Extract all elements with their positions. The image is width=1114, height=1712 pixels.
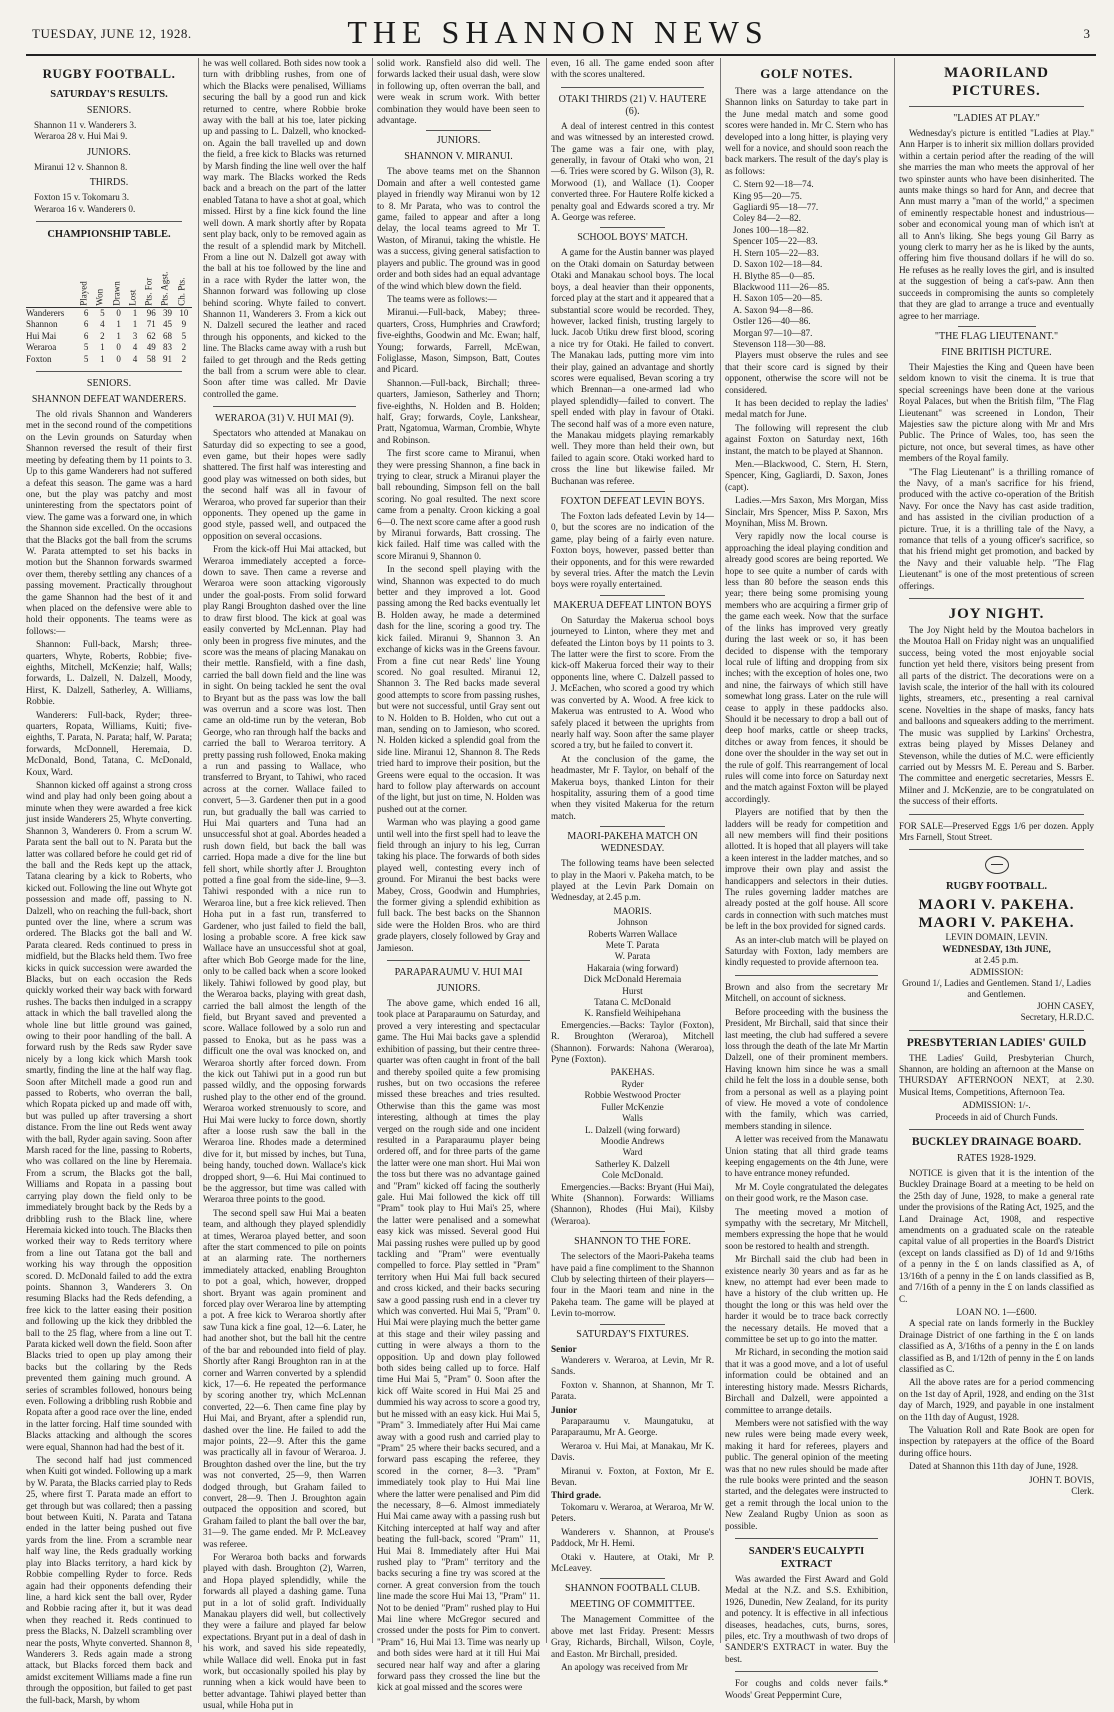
fixture-line: Otaki v. Hautere, at Otaki, Mr P. McLeavey. xyxy=(551,1551,714,1573)
fixture-line: Wanderers v. Weraroa, at Levin, Mr R. Sands. xyxy=(551,1355,714,1377)
ad-headline: MAORI V. PAKEHA. xyxy=(918,915,1075,932)
fixture-line: Wanderers v. Shannon, at Prouse's Paddock, Mr H. Hemi. xyxy=(551,1526,714,1549)
article-paragraph: Players must observe the rules and see that their score card is signed by their opponent, otherwise the score will not be considered. xyxy=(725,350,888,395)
grade-label: Third grade. xyxy=(551,1490,602,1501)
divider xyxy=(36,371,182,372)
ad-title: BUCKLEY DRAINAGE BOARD. xyxy=(911,1136,1082,1149)
table-header xyxy=(26,245,78,308)
column-1 xyxy=(26,58,192,1705)
article-title: OTAKI THIRDS (21) V. HAUTERE (6). xyxy=(558,93,707,117)
divider xyxy=(600,826,665,827)
column-divider xyxy=(372,58,373,1643)
article-paragraph: It has been decided to replay the ladies' medal match for June. xyxy=(725,397,888,420)
championship-table-heading: CHAMPIONSHIP TABLE. xyxy=(47,229,171,241)
notice-paragraph: LOAN NO. 1—£600. xyxy=(956,1306,1037,1317)
result-line: Weraroa 16 v. Wanderers 0. xyxy=(34,203,136,214)
notice-signature: JOHN T. BOVIS, xyxy=(1029,1474,1094,1485)
masthead xyxy=(18,14,1098,54)
article-title: SHANNON DEFEAT WANDERERS. xyxy=(31,394,187,406)
article-paragraph: The Foxton lads defeated Levin by 14—0, but the scores are no indication of the game, play being of a fairly even nature. Foxton boys, however, passed better than their opponents, and for this were rewarded by several tries. After the match the Levin boys were royally entertained. xyxy=(551,511,714,590)
team-line: L. Dalzell (wing forward) xyxy=(585,1124,680,1135)
result-line: Shannon 11 v. Wanderers 3. xyxy=(34,120,137,130)
team-line: Cole McDonald. xyxy=(601,1170,664,1181)
article-paragraph: From the kick-off Hui Mai attacked, but Weraroa immediately accepted a force-down to save. Then came a reverse and Weraroa were soon attacking vigorously under the goal-posts. From solid forward play Rangi Broughton dashed over the line to draw first blood. The kick at goal was easily converted by McLennan. Play had only been in progress five minutes, and the score was the means of placing Manakau on their mettle. Ransfield, with a fine dash, carried the ball down field and the line was in sight. On being tackled he sent the oval to Bryant but as the pass was low the ball was overrun and a score was lost. Then came an old-time run by the veteran, Bob George, who ran through half the backs and carried the ball to Weraroa territory. A pretty passing rush followed, Enoka making a run and passing to Wallace, who transferred to Bryant, to Tahiwi, who raced across at the corner. Wallace failed to convert, 5—3. Gardener then put in a good run, but gradually the ball was carried to Hui Mai quarters and Tuna had an unsuccessful shot at goal. Abordes headed a rush down field, but back the ball was carried. Hopa made a dive for the line but fell short, while shortly after J. Broughton potted a fine goal from the side-line, 9—3. Tahiwi responded with a nice run to Weraroa line, but a free kick relieved. Then Hoha put in a fast run, transferred to Gardener, who just failed to field the ball, losing a probable score. A free kick saw Wallace have an unsuccessful shot at goal, after which Bob George made for the line, only to be called back when a score looked likely. Tahiwi followed by good play, but the Weraroa backs, playing with great dash, carried the ball almost the length of the field, but Bryant saved and prevented a score. Wallace followed by a solo run and passed to Enoka, but as he pass was a difficult one the oval was knocked on, and Weraroa shortly after forced down. From the kick out Tahiwi put in a good run but passed wildly, and the opposing forwards rushed play to the other end of the ground. Weraroa worked strenuously to score, and Hui Mai were lucky to force down, shortly after a loose rush saw the ball in the Weraroa line. Rhodes made a determined dive for it, but missed by inches, but Tuna, being handy, touched down. Wallace's kick dropped short, 9—6. Hui Mai continued to be the aggressor, but time was called with Weraroa three points to the good. xyxy=(203,544,366,1205)
ad-time: at 2.45 p.m. xyxy=(974,955,1019,966)
score-line: H. Blythe 85—0—85. xyxy=(733,270,815,281)
fixture-line: Weraroa v. Hui Mai, at Manakau, Mr K. Davis. xyxy=(551,1440,714,1463)
divider xyxy=(958,326,1036,327)
article-title: SHANNON FOOTBALL CLUB. xyxy=(565,1583,700,1595)
notice-paragraph: Dated at Shannon this 11th day of June, 1928. xyxy=(909,1461,1079,1472)
team-label: MAORIS. xyxy=(613,905,652,916)
article-paragraph: Players are notified that by then the ladders will be ready for competition and all new members will find their positions allotted. It is hoped that all players will take a keen interest in the ladder matches, and so improve their own play and assist the handicappers and selectors in their duties. The rules governing ladder matches are already posted at the golf house. All score cards in connection with such matches must be left in the box provided for signed cards. xyxy=(725,807,888,932)
golf-heading: GOLF NOTES. xyxy=(760,66,853,81)
divider xyxy=(36,221,182,222)
team-line: Hakaraia (wing forward) xyxy=(586,962,679,973)
divider xyxy=(909,849,1084,850)
thirds-label: THIRDS. xyxy=(89,177,129,189)
maoriland-heading: MAORILAND PICTURES. xyxy=(944,65,1049,99)
notice-signature: Clerk. xyxy=(1071,1486,1094,1496)
team-line: Moodie Andrews xyxy=(600,1135,665,1146)
column-divider xyxy=(894,58,895,1643)
article-paragraph: "The Flag Lieutenant" is a thrilling romance of the Navy, of a man's sacrifice for his friend, produced with the active co-operation of the British Navy. For once the Navy has cast aside tradition, and has assisted in the civilian production of a picture. True, it is a thrilling tale of the Navy, a romance that tells of a young officer's sacrifice, so that his friend might get promotion, and backed by the Navy and their valuable help. "The Flag Lieutenant" is one of the most pretentious of screen offerings. xyxy=(899,466,1094,591)
team-label: PAKEHAS. xyxy=(610,1067,655,1078)
team-line: Ryder xyxy=(621,1078,644,1089)
article-title: MAKERUA DEFEAT LINTON BOYS xyxy=(553,599,712,611)
notice-paragraph: All the above rates are for a period commencing on the 1st day of April, 1928, and ending on the 31st day of March, 1929, and payable in one instalment on the 11th day of August, 1928. xyxy=(899,1377,1094,1422)
seniors-label: SENIORS. xyxy=(86,378,132,390)
article-paragraph: As an inter-club match will be played on Saturday with Foxton, lady members are kindly requested to provide afternoon tea. xyxy=(725,934,888,968)
article-paragraph: In the second spell playing with the wind, Shannon was expected to do much better and they improved a lot. Good passing among the Red backs eventually let B. Holden away, he made a determined dash for the line, scoring a good try. The kick failed. Miranui 9, Shannon 3. An exchange of kicks was in the Greens favour. From a fine cut near Reds' line Young scored. No goal resulted. Miranui 12, Shannon 3. The Red backs made several good attempts to score from passing rushes, but were not successful, until Gray sent out to N. Holden to B. Holden, who cut out a man, sending on to Jamieson, who scored. N. Holden kicked a splendid goal from the side line. Miranui 12, Shannon 8. The Reds tried hard to improve their position, but the Greens were equal to the occasion. It was hard to follow play afterwards on account of the light, but just on time, N. Holden was pushed out at the corner. xyxy=(377,564,540,814)
column-2 xyxy=(203,58,366,1711)
team-line: W. Parata xyxy=(614,951,651,962)
fixture-line: Tokomaru v. Weraroa, at Weraroa, Mr W. Peters. xyxy=(551,1501,714,1524)
article-paragraph: The Joy Night held by the Moutoa bachelors in the Moutoa Hall on Friday night was an unqualified success, being voted the most enjoyable social function yet held there, visitors being present from all parts of the district. The decorations were on a lavish scale, the interior of the hall with its coloured lights, streamers, etc., presenting a real carnival scene. Novelties in the shape of masks, fancy hats and balloons and squeakers adding to the merriment. The music was supplied by Larkins' Orchestra, extras being played by Misses Delaney and Stevenson, while the duties of M.C. were efficiently carried out by Messrs M. E. Pereau and S. Barber. The committee and energetic secretaries, Messrs E. Milner and J. McKenzie, are to be congratulated on the success of their efforts. xyxy=(899,625,1094,807)
divider xyxy=(600,595,665,596)
result-line: Miranui 12 v. Shannon 8. xyxy=(34,161,128,172)
article-paragraph: The following teams have been selected to play in the Maori v. Pakeha match, to be played at the Levin Park Domain on Wednesday, at 2.45 p.m. xyxy=(551,858,714,903)
article-title: FOXTON DEFEAT LEVIN BOYS. xyxy=(560,496,705,507)
article-title: PARAPARAUMU V. HUI MAI xyxy=(394,967,523,979)
table-row: Shannon 6 4 1 1 71 45 9 xyxy=(26,319,187,330)
film-title: "THE FLAG LIEUTENANT." xyxy=(934,330,1059,342)
masthead-rule xyxy=(26,54,1096,56)
ad-title: SANDER'S EUCALYPTI EXTRACT xyxy=(748,1545,865,1570)
team-line: Fuller McKenzie xyxy=(601,1101,664,1112)
ad-signature: Secretary, H.R.D.C. xyxy=(1020,1012,1094,1023)
article-paragraph: Their Majesties the King and Queen have been seldom known to visit the cinema. It is true that special screenings have been done at the various Royal Palaces, but when the British film, "The Flag Lieutenant" was screened in London, Their Majesties saw the picture along with Mr and Mrs Public. The Prince of Wales, too, has seen the picture, not once, but several times, as have other members of the Royal family. xyxy=(899,361,1094,464)
score-line: D. Saxon 102—18—84. xyxy=(733,259,823,270)
grade-label: Junior xyxy=(551,1404,578,1415)
ad-title: RUGBY FOOTBALL. xyxy=(945,881,1048,893)
article-paragraph: Warman who was playing a good game until well into the first spell had to leave the field through an injury to his leg, Curran taking his place. The forwards of both sides played well, contesting every inch of ground. For Miranui the best backs were Mabey, Cross, Goodwin and Humphries, the former giving a splendid exhibition as full back. The best backs on the Shannon side were the Holden Bros. who are third grade players, closely followed by Gray and Jamieson. xyxy=(377,817,540,953)
article-subtitle: MEETING OF COMMITTEE. xyxy=(570,1599,695,1611)
result-line: Weraroa 28 v. Hui Mai 9. xyxy=(34,131,128,142)
article-paragraph: A deal of interest centred in this contest and was witnessed by an interested crowd. The game was a fair one, with play, generally, in favour of Otaki who won, 21—6. Tries were scored by G. Wilson (3), R. Morwood (1), and Wallace (1). Cooper converted three. For Hautere Rolfe kicked a penalty goal and Edwards scored a try. Mr A. George was referee. xyxy=(551,120,714,223)
team-line: Dick McDonald Heremaia xyxy=(583,974,682,985)
divider xyxy=(909,598,1084,599)
article-paragraph: Mr M. Coyle congratulated the delegates on their good work, re the Mason case. xyxy=(725,1181,888,1204)
table-row: Weraroa 5 1 0 4 49 83 2 xyxy=(26,342,187,353)
score-line: Ostler 126—40—86. xyxy=(733,316,811,327)
team-emergencies: Emergencies.—Backs: Taylor (Foxton), R. Broughton (Weraroa), Mitchell (Shannon). Forwards: Nahona (Weraroa), Pyne (Foxton). xyxy=(551,1019,714,1065)
article-paragraph: An apology was received from Mr xyxy=(561,1661,688,1672)
article-subtitle: JUNIORS. xyxy=(436,983,481,995)
article-title: SCHOOL BOYS' MATCH. xyxy=(577,232,688,244)
film-subtitle: FINE BRITISH PICTURE. xyxy=(941,346,1052,358)
article-paragraph: The above game, which ended 16 all, took place at Paraparaumu on Saturday, and proved a very interesting and spectacular game. The Hui Mai backs gave a splendid exhibition of passing, but their centre three-quarter was often caught in front of the ball and thereby spoiled quite a few promising rushes, but on two occasions the referee missed these breaches and tries resulted. Otherwise than this the game was most interesting, although at times the play verged on the rough side and one incident resulted in a Paraparaumu player being ordered off, and for three parts of the game the latter were one man short. Hui Mai won the toss but there was no advantage gained and "Pram" kicked off facing the southerly gale. Hui Mai followed the kick off till "Pram" took play to Hui Mai's 25, where the latter were penalised and a somewhat easy kick was missed. Several good Hui Mai passing rushes were pulled up by good tackling and "Pram" were eventually compelled to force. Play settled in "Pram" territory when Hui Mai full back secured and cross kicked, and their backs securing saw a good passing rush end in a clever try which was converted. Hui Mai 5, "Pram" 0. Hui Mai were playing much the better game at this stage and their wiley passing and cutting in were always a thorn to the opposition. Up and down play followed both sides being called up to force. Half time Hui Mai 5, "Pram" 0. Soon after the kick off Waite scored in Hui Mai 25 and dummied his way across to score a good try, but he missed with an easy kick. Hui Mai 5, "Pram" 3. Immediately after Hui Mai came away with a good rush and carried play to "Pram" 25 where their backs secured, and a forward pass escaping the referee, they scored in the corner, 8—3. "Pram" immediately took play to Hui Mai line where the latter were penalised and Pim did the necessary, 8—6. Almost immediately Hui Mai came away with a passing rush but Kitching intercepted at half way and after beating the full-back, scored "Pram" 11, Hui Mai 8. Immediately after Hui Mai rushed play to "Pram" territory and the backs securing a fine try was scored at the corner. A great conversion from the touch line made the score Hui Mai 13, "Pram" 11. Not to be denied "Pram" rushed play to Hui Mai line where McGregor secured and crossed under the posts for Pim to convert. "Pram" 16, Hui Mai 13. Time was nearly up and both sides were hard at it till Hui Mai secured near half way and after a glaring forward pass they crossed the line but the kick at goal missed and the scores were xyxy=(377,998,540,1693)
article-paragraph: even, 16 all. The game ended soon after with the scores unaltered. xyxy=(551,58,714,80)
article-paragraph: The old rivals Shannon and Wanderers met in the second round of the competitions on the Levin grounds on Saturday when Shannon reversed the result of their first meeting by defeating them by 11 points to 3. Up to this game Wanderers had not suffered a defeat this season. The game was a hard one, but the play was patchy and most uninteresting from the spectators point of view. The game was a forward one, in which the Shannon side excelled. On the occasions that the Blacks got the ball from the scrums W. Parata attempted to set his backs in motion but the Shannon forwards swarmed over them, thereby settling any chances of a passing movement. Practically throughout the game Shannon had the best of it and when placed on the defensive were able to hold their opponents. The teams were as follows:— xyxy=(26,409,192,636)
team-line: Satherley K. Dalzell xyxy=(595,1158,670,1169)
fixtures-title: SATURDAY'S FIXTURES. xyxy=(576,1328,689,1340)
article-paragraph: The above teams met on the Shannon Domain and after a well contested game played in friendly way Miranui won by 12 to 8. Mr Parata, who was to control the game, failed to appear and after a long delay, the local teams agreed to Mr T. Waston, of Miranui, taking the whistle. He was a success, giving general satisfaction to players and public. The ground was in good order and both sides had an equal advantage of the wind which blew down the field. xyxy=(377,166,540,291)
team-line: Robbie Westwood Procter xyxy=(584,1090,681,1101)
article-paragraph: Members were not satisfied with the way new rules were being made every week, making it hard for referees, players and public. The general opinion of the meeting was that no new rules should be made after the rule books were printed and the season started, and the delegates were instructed to get a remit through the local union to the New Zealand Rugby Union as soon as possible. xyxy=(725,1417,888,1531)
column-divider xyxy=(198,58,199,1643)
ad-date: WEDNESDAY, 13th JUNE, xyxy=(942,943,1051,954)
column-5 xyxy=(725,58,888,1700)
ad-proceeds: Proceeds in aid of Church Funds. xyxy=(935,1111,1058,1122)
divider xyxy=(426,130,491,131)
fixture-line: Foxton v. Shannon, at Shannon, Mr T. Parata. xyxy=(551,1379,714,1402)
divider xyxy=(909,1129,1084,1130)
result-line: Foxton 15 v. Tokomaru 3. xyxy=(34,192,130,203)
juniors-label: JUNIORS. xyxy=(87,146,131,158)
article-paragraph: Mr Birchall said the club had been in existence nearly 30 years and as far as he knew, no attempt had ever been made to have a history of the club written up. He thought the long or this was held over the harder it would be to trace back correctly the necessary details. He moved that a committee be set up to go into the matter. xyxy=(725,1254,888,1345)
table-header: Lost xyxy=(127,245,143,308)
column-4 xyxy=(551,58,715,1672)
article-paragraph: he was well collared. Both sides now took a turn with dribbling rushes, from one of which the Blacks were penalised, Williams securing the ball by a good run and kick returned to centre, where Robbie broke away with the ball at his toe, later picking up and passing to L. Dalzell, who knocked-on. Again the ball travelled up and down the field, a free kick to Blacks was returned by Marsh finding the line well over the half way mark. The Blacks worked the Reds back and a breach on the part of the latter enabled Tatana to have a shot at goal, which missed. Hirst by a fine kick found the line well down. A mark shortly after by Ropata sent play back, only to be removed again as the result of a splendid mark by Mitchell. From a line out N. Dalzell got away with the ball at his toe followed by the line and in a race with Ryder the latter won, the Shannon forward was following up close behind scoring. Whyte failed to convert. Shannon 11, Wanderers 3. From a kick out N. Dalzell secured the leather and raced through his opponents, and kicked to the line. The Blacks came away with a rush but failed to get through and the Reds getting the ball from a scrum were able to clear. Soon after time was called. Mr Davie controlled the game. xyxy=(203,58,366,399)
divider xyxy=(735,1671,878,1672)
notice-paragraph: A special rate on lands formerly in the Buckley Drainage District of one farthing in the £ on lands classified as A, 3/16ths of a penny in the £ on lands classified as B, and 1/12th of penny in the £ on lands classified as C. xyxy=(899,1318,1094,1374)
article-paragraph: Shannon.—Full-back, Birchall; three-quarters, Jamieson, Satherley and Thorn; five-eighths, N. Holden and B. Holden; half, Gray; forwards, Coyle, Lankshear, Pratt, Ngatomua, Warman, Crombie, Whyte and Robinson. xyxy=(377,377,540,445)
article-paragraph: Shannon kicked off against a strong cross wind and play had only been going about a minute when they were awarded a free kick just inside Wanderers 25, Whyte converting. Shannon 3, Wanderers 0. From a scrum W. Parata sent the ball out to N. Parata but the latter was collared before he could get rid of the ball and the Reds kept up the attack, Tatana clearing by a kick to Roberts, who kicked out. Following the line out Whyte got possession and made off, passing to N. Dalzell, who on reaching the full-back, short punted over the line, where a scrum was ordered. The Blacks got the ball and W. Parata cleared. Reds continued to press in midfield, but the Blacks held them. Two free kicks in quick succession were awarded the Blacks, but on each occasion the Reds quickly worked their way back with forward rushes. The backs then indulged in a scrappy attack in which the ball travelled along the whole line but little ground was gained, owing to their poor handling of the ball. A forward rush by the Reds saw Ryder save nicely by a long kick which Marsh took smartly, finding the line at the half way flag. Soon after Mitchell made a good run and passed to Roberts, who overran the ball, which Ropata picked up and made off with, but was pulled up after traversing a short distance. From the line out Reds went away with the ball, Ryder again saving. Soon after Marsh raced for the line, passing to Roberts, who was collared on the line by Heremaia. From a scrum, the Blacks got the ball, Williams and Ropata in a passing bout carrying play down the field only to be immediately brought back by the Reds by a dribbling rush to the Black line, where Heremaia kicked into touch. The Blacks then worked their way to Reds territory where from a line out Tatana got the ball and working his way through the opposition scored. D. McDonald failed to add the extra points. Shannon 3, Wanderers 3. On resuming Blacks had the Reds defending, a free kick to the latter easing their position and following up the kick they dribbled the ball to the 25 flag, where from a line out T. Parata kicked well down the field. Soon after Blacks tried to open up play among their backs but the collaring by the Reds prevented them gaining much ground. A series of scrambles followed, honours being even. Following a dribbling rush Robbie and Ropata after a good race over the line, ended in the latter forcing. Half time sounded with Blacks attacking and although the scores were equal, Shannon had had the best of it. xyxy=(26,780,192,1452)
column-3 xyxy=(377,58,540,1693)
score-line: Jones 100—18—82. xyxy=(733,224,809,235)
column-divider xyxy=(546,58,547,1643)
notice-paragraph: NOTICE is given that it is the intention of the Buckley Drainage Board at a meeting to be held on the 25th day of June, 1928, to make a general rate under the provisions of the Rating Act, 1925, and the Land Drainage Act, 1908, and respective amendments on a graduated scale on the rateable capital value of all properties in the Board's District (except on lands classified as D) of 1d and 9/16ths of a penny in the £ on lands classified as A, of 13/16th of a penny in the £ on lands classified as B, and 7/16th of a penny in the £ on lands classified as C. xyxy=(899,1168,1094,1304)
divider xyxy=(600,1231,665,1232)
issue-date: TUESDAY, JUNE 12, 1928. xyxy=(32,26,192,41)
team-line: Walls xyxy=(622,1113,643,1124)
score-line: C. Stern 92—18—74. xyxy=(733,179,814,190)
article-paragraph: Very rapidly now the local course is approaching the ideal playing condition and already good scores are being reported. We hope to see quite a number of cards with less than 80 before the season ends this year; there being some promising young members who are acquiring a firmer grip of the game each week. Now that the surface of the links has improved very greatly during the last week or so, it has been decided to dispense with the temporary local rule of lifting and dropping from six inches; with the exception of holes one, two and nine, the fairways of which still have somewhat long grass. Later on the rule will cease to apply in these paddocks also. Should it be necessary to drop a ball out of deep hoof marks, cattle or sheep tracks, ditches or away from fences, it should be done over the shoulder in the way set out in the rule of golf. This rearrangement of local rules will come into force on Saturday next and the match against Foxton will be played accordingly. xyxy=(725,531,888,804)
divider xyxy=(600,1324,665,1325)
article-paragraph: Brown and also from the secretary Mr Mitchell, on account of sickness. xyxy=(725,981,888,1004)
team-line: K. Ransfield Weihipehana xyxy=(584,1008,681,1019)
ad-text: Was awarded the First Award and Gold Medal at the N.Z. and S.S. Exhibition, 1926, Dunedin, New Zealand, for its purity and potency. It is effective in all infectious diseases, headaches, cuts, burns, sores, piles, etc. Try a mouthwash of two drops of SANDER'S EXTRACT in water. Buy the best. xyxy=(725,1573,888,1664)
ad-admission-label: ADMISSION: xyxy=(969,966,1024,977)
table-row: Wanderers 6 5 0 1 96 39 10 xyxy=(26,308,189,319)
divider xyxy=(600,1578,665,1579)
article-title: SHANNON TO THE FORE. xyxy=(574,1236,691,1248)
article-paragraph: The following will represent the club against Foxton on Saturday next, 16th instant, the match to be played at Shannon. xyxy=(725,422,888,456)
table-header: Won xyxy=(94,245,110,308)
newspaper-title: THE SHANNON NEWS xyxy=(347,14,769,50)
results-heading: SATURDAY'S RESULTS. xyxy=(50,89,168,100)
article-paragraph: Men.—Blackwood, C. Stern, H. Stern, Spencer, King, Gagliardi, D. Saxon, Jones (capt). xyxy=(725,459,888,492)
score-line: Gagliardi 95—18—77. xyxy=(733,202,819,213)
team-line: Ward xyxy=(622,1147,643,1158)
score-line: Morgan 97—10—87. xyxy=(733,327,813,338)
divider xyxy=(735,975,878,976)
article-paragraph: The second spell saw Hui Mai a beaten team, and although they played splendidly at times, Weraroa played better, and soon after the start commenced to pile on points at an alarming rate. The northerners immediately attacked, enabling Broughton to pot a goal, which, however, dropped short. Bryant was again prominent and forced play over Weraroa line by attempting a pot. A free kick to Weraroa shortly after saw Tuna kick a fine goal, 12—6. Later, he had another shot, but the ball hit the centre of the bar and rebounded into field of play. Shortly after Rangi Broughton ran in at the corner and Warren converted by a splendid kick, 17—6. He repeated the performance by scoring another try, which McLennan converted, 22—6. Then came fine play by Hui Mai, and Bryant, after a splendid run, dashed over the line. He failed to add the major points, 22—9. After this the game was practically all in favour of Weraroa. J. Broughton dashed over the line, but the try was not converted, 25—9, then Warren dodged through, but Graham failed to convert, 28—9. Then J. Broughton again outpaced the opposition and scored, but Graham failed to plant the ball over the bar, 31—9. The game ended. Mr P. McLeavey was referee. xyxy=(203,1207,366,1549)
page-number: 3 xyxy=(1083,26,1090,41)
article-title: MAORI-PAKEHA MATCH ON WEDNESDAY. xyxy=(567,831,698,855)
table-header: Pts. Agst. xyxy=(159,245,175,308)
notice-paragraph: The Valuation Roll and Rate Book are open for inspection by ratepayers at the office of the Board during office hours. xyxy=(899,1424,1094,1458)
rugby-ball-icon xyxy=(985,856,1009,874)
team-line: Johnson xyxy=(617,917,648,928)
article-paragraph: There was a large attendance on the Shannon links on Saturday to take part in the June medal match and some good scores were handed in. Mr C. Stern who has developed into a long hitter, is playing very well for a novice, and should soon reach the back markers. The result of the day's play is as follows: xyxy=(725,86,888,176)
article-paragraph: A game for the Austin banner was played on the Otaki domain on Saturday between Otaki and Manakau school boys. The local boys, a deal heavier than their opponents, forced play at the start and it appeared that a substantial score would be recorded. They, however, lacked finish, trusting largely to luck. Jacob Utiku drew first blood, scoring a nice try for Otaki. He failed to convert. The Manakau lads, putting more vim into their play, gained an advantage and shortly scores were equalised, Bevan scoring a try which Brennan—a one-armed lad who played splendidly—failed to convert. The spell ended with play in favour of Otaki. The second half was of a more even nature, the Manakau midgets playing remarkably well. They more than held their own, but failed to again score. Otaki worked hard to cross the line but likewise failed. Mr Buchanan was referee. xyxy=(551,247,715,486)
fixture-line: Miranui v. Foxton, at Foxton, Mr E. Bevan. xyxy=(551,1465,714,1488)
article-paragraph: Shannon: Full-back, Marsh; three-quarters, Whyte, Roberts, Robbie; five-eighths, Mitchell, McKenzie; half, Walls; forwards, L. Dalzell, N. Dalzell, Moody, Hirst, K. Dalzell, Satherley, A. Williams, Robbie. xyxy=(26,639,192,707)
article-paragraph: solid work. Ransfield also did well. The forwards lacked their usual dash, were slow in following up, often overran the ball, and were weak in scrum work. With better combination they would have been seen to advantage. xyxy=(377,58,540,126)
article-paragraph: Miranui.—Full-back, Mabey; three-quarters, Cross, Humphries and Crawford; five-eighths, Goodwin and Mc. Ewan; half, Young; forwards, Farrell, McEwan, Foliglasse, Mason, Simpson, Batt, Coutes and Picard. xyxy=(377,307,540,375)
table-header: Ch. Pts. xyxy=(176,245,192,308)
score-line: Blackwood 111—26—85. xyxy=(733,281,830,292)
article-paragraph: Ladies.—Mrs Saxon, Mrs Morgan, Miss Sinclair, Mrs Spencer, Miss P. Saxon, Mrs Moynihan, Miss M. Brown. xyxy=(725,495,888,529)
article-paragraph: A letter was received from the Manawatu Union stating that all third grade teams keeping engagements on the 4th June, were to have entrance money refunded. xyxy=(725,1134,888,1179)
article-paragraph: Mr Richard, in seconding the motion said that it was a good move, and a lot of useful information could be obtained and an interesting history made. Messrs Richards, Birchall and Dalzell, were appointed a committee to arrange details. xyxy=(725,1347,888,1415)
article-paragraph: On Saturday the Makerua school boys journeyed to Linton, where they met and defeated the Linton boys by 11 points to 3. The latter were the first to score. From the kick-off Makerua forced their way to their opponents line, where C. Dalzell passed to J. McEachen, who scored a good try which was converted by A. Wood. A free kick to Makerua was entrusted to A. Wood who safely placed it between the uprights from nearly half way. Soon after the same player scored a try, but he failed to convert it. xyxy=(551,614,714,751)
team-line: Roberts Warren Wallace xyxy=(588,928,677,939)
joy-night-heading: JOY NIGHT. xyxy=(948,606,1045,623)
article-paragraph: For Weraroa both backs and forwards played with dash. Broughton (2), Warren, and Hopa played splendidly, while the forwards all played a dashing game. Tuna put in a lot of solid graft. Individually Manakau players did well, but collectively they were a failure and played far below expectations. Bryant put in a deal of dash in his work, and saved his side repeatedly, while Wallace did well. Enoka put in fast work, but occasionally spoiled his play by running when a kick would have been to better advantage. Tahiwi played better than usual, while Hoha put in xyxy=(203,1552,366,1711)
seniors-label: SENIORS. xyxy=(86,105,132,116)
divider xyxy=(387,960,530,961)
article-paragraph: At the conclusion of the game, the headmaster, Mr F. Taylor, on behalf of the Makerua boys, thanked Linton for their hospitality, assuring them of a good time when they visited Makerua for the return match. xyxy=(551,753,714,821)
score-line: Stevenson 118—30—88. xyxy=(733,338,826,349)
team-line: Tatana C. McDonald xyxy=(594,997,671,1008)
ad-admission: ADMISSION: 1/-. xyxy=(962,1100,1031,1111)
article-paragraph: The second half had just commenced when Kuiti got winded. Following up a mark by W. Parata, the Blacks carried play to Reds 25, where first T. Parata made an effort to get through but was collared; then a passing bout between Kuiti, N. Parata and Tatana ended in the latter being pushed out five yards from the line. From a scramble near half way line, the Reds gradually working play into Blacks territory, a hard kick by Robbie compelling Ryder to force. Reds again had their opponents defending their line, a hard kick sent the ball over, Ryder and Robbie racing after it, but it was dead when they reached it. Reds continued to press the Blacks, N. Dalzell scrambling over near the posts, Whyte converted. Shannon 8, Wanderers 3. Reds again made a strong attack, but Blacks forced them back and amidst excitement Williams made a fine run through the opposition, but failed to get past the full-back, Marsh, by whom xyxy=(26,1455,192,1705)
article-paragraph: The meeting moved a motion of sympathy with the secretary, Mr Mitchell, members expressing the hope that he would soon be restored to health and strength. xyxy=(725,1206,888,1251)
team-line: Hurst xyxy=(622,985,643,996)
table-row: Foxton 5 1 0 4 58 91 2 xyxy=(26,353,187,364)
championship-table xyxy=(26,245,192,365)
column-6 xyxy=(899,58,1094,1643)
film-title: "LADIES AT PLAY." xyxy=(953,113,1040,124)
divider xyxy=(909,106,1084,107)
score-line: H. Saxon 105—20—85. xyxy=(733,293,823,304)
ad-title: PRESBYTERIAN LADIES' GUILD xyxy=(906,1036,1087,1049)
divider xyxy=(909,1030,1084,1031)
score-line: King 95—20—75. xyxy=(733,190,802,201)
team-line: Mete T. Parata xyxy=(605,940,660,950)
article-paragraph: The Management Committee of the above met last Friday. Present: Messrs Gray, Richards, Birchall, Wilson, Coyle, and Easton. Mr Birchall, presided. xyxy=(551,1614,714,1659)
ad-subtitle: RATES 1928-1929. xyxy=(957,1153,1036,1165)
article-paragraph: Spectators who attended at Manakau on Saturday did so expecting to see a good, even game, but their hopes were sadly shattered. The first half was interesting and good play was witnessed on both sides, but the second half was all in favour of Weraroa, who proved far superior than their opponents. They opened up the game in good style, passed well, and outpaced the opposition on several occasions. xyxy=(203,428,366,541)
article-paragraph: Wednesday's picture is entitled "Ladies at Play." Ann Harper is to inherit six million dollars provided within a certain period after the reading of the will she marries the man who meets the approval of her two spinster aunts who have been disinherited. The aunts make things so hard for Ann, and decree that Ann must marry a "man of the world," a specimen of eminently respectable honest and industrious—sober and economical young man of which isn't at all to Ann's liking. She begs young Gil Barry as young clerk to marry her as he is liked by the aunts, offering him five thousand dollars if he will do so. He refuses as he really loves the girl, and is insulted at the suggestion of being a cat's-paw. Ann then succeeds in compromising the aunts so completely that they are glad to arrange a truce and eventually agree to her marriage. xyxy=(899,128,1094,321)
article-title: WERAROA (31) V. HUI MAI (9). xyxy=(215,413,354,425)
divider xyxy=(600,227,665,228)
grade-label: Senior xyxy=(551,1343,577,1354)
table-header: Played xyxy=(78,245,94,308)
table-header: Pts. For xyxy=(143,245,159,308)
score-line: Spencer 105—22—83. xyxy=(733,236,818,247)
divider xyxy=(561,87,704,88)
column-divider xyxy=(720,58,721,1643)
ad-prices: Ground 1/, Ladies and Gentlemen. Stand 1/, Ladies and Gentlemen. xyxy=(902,977,1091,1000)
ad-venue: LEVIN DOMAIN, LEVIN. xyxy=(945,932,1048,943)
article-paragraph: Before proceeding with the business the President, Mr Birchall, said that since their last meeting, the club had suffered a severe loss through the death of the late Mr Martin Dalzell, one of their prominent members. Having known him since he was a small child he felt the loss in a double sense, both from a personal as well as a playing point of view. He moved a vote of condolence with the family, which was carried, members standing in silence. xyxy=(725,1006,888,1131)
divider xyxy=(600,491,665,492)
fixture-line: Paraparaumu v. Maungatuku, at Paraparaumu, Mr A. George. xyxy=(551,1416,714,1438)
ad-text: THE Ladies' Guild, Presbyterian Church, Shannon, are holding an afternoon at the Manse on THURSDAY AFTERNOON NEXT, at 2.30. Musical Items, Competitions, Afternoon Tea. xyxy=(899,1052,1094,1097)
article-paragraph: The teams were as follows:— xyxy=(387,293,497,304)
table-row: Hui Mai 6 2 1 3 62 68 5 xyxy=(26,330,187,341)
score-line: Coley 84—2—82. xyxy=(733,213,801,224)
juniors-label: JUNIORS. xyxy=(436,135,481,147)
rugby-heading: RUGBY FOOTBALL. xyxy=(42,66,176,81)
divider xyxy=(909,814,1084,815)
score-line: H. Stern 105—22—83. xyxy=(733,247,819,258)
table-header: Drawn xyxy=(111,245,127,308)
divider xyxy=(735,1538,878,1539)
divider xyxy=(213,406,356,407)
ad-headline: MAORI V. PAKEHA. xyxy=(918,897,1075,914)
team-emergencies: Emergencies.—Backs: Bryant (Hui Mai), White (Shannon). Forwards: Williams (Shannon), Rhodes (Hui Mai), Kilsby (Weraroa). xyxy=(551,1181,714,1226)
article-title: SHANNON V. MIRANUI. xyxy=(404,151,513,163)
for-sale-notice: FOR SALE—Preserved Eggs 1/6 per dozen. Apply Mrs Farnell, Stout Street. xyxy=(899,820,1094,842)
article-paragraph: The selectors of the Maori-Pakeha teams have paid a fine compliment to the Shannon Club by selecting thirteen of their players—four in the Maori team and nine in the Pakeha team. The game will be played at Levin to-morrow. xyxy=(551,1251,714,1319)
footer-note: For coughs and colds never fails.* Woods' Great Peppermint Cure, xyxy=(725,1678,888,1700)
article-paragraph: Wanderers: Full-back, Ryder; three-quarters, Ropata, Williams, Kuiti; five-eighths, T. Parata, N. Parata; half, W. Parata; forwards, McDonnell, Heremaia, D. McDonald, Bond, Tatana, C. McDonald, Koux, Ward. xyxy=(26,709,192,777)
score-line: A. Saxon 94—8—86. xyxy=(733,304,814,315)
ad-signature: JOHN CASEY, xyxy=(1036,1000,1094,1011)
article-paragraph: The first score came to Miranui, when they were pressing Shannon, a fine back in trying to clear, struck a Miranui player the ball rebounding, Simpson fell on the ball scoring. No goal resulted. The next score came from a penalty. Croon kicking a goal 6—0. The next score came after a good rush by Miranui forwards, Batt crossing. The kick failed. Half time was called with the score Miranui 9, Shannon 0. xyxy=(377,448,540,561)
